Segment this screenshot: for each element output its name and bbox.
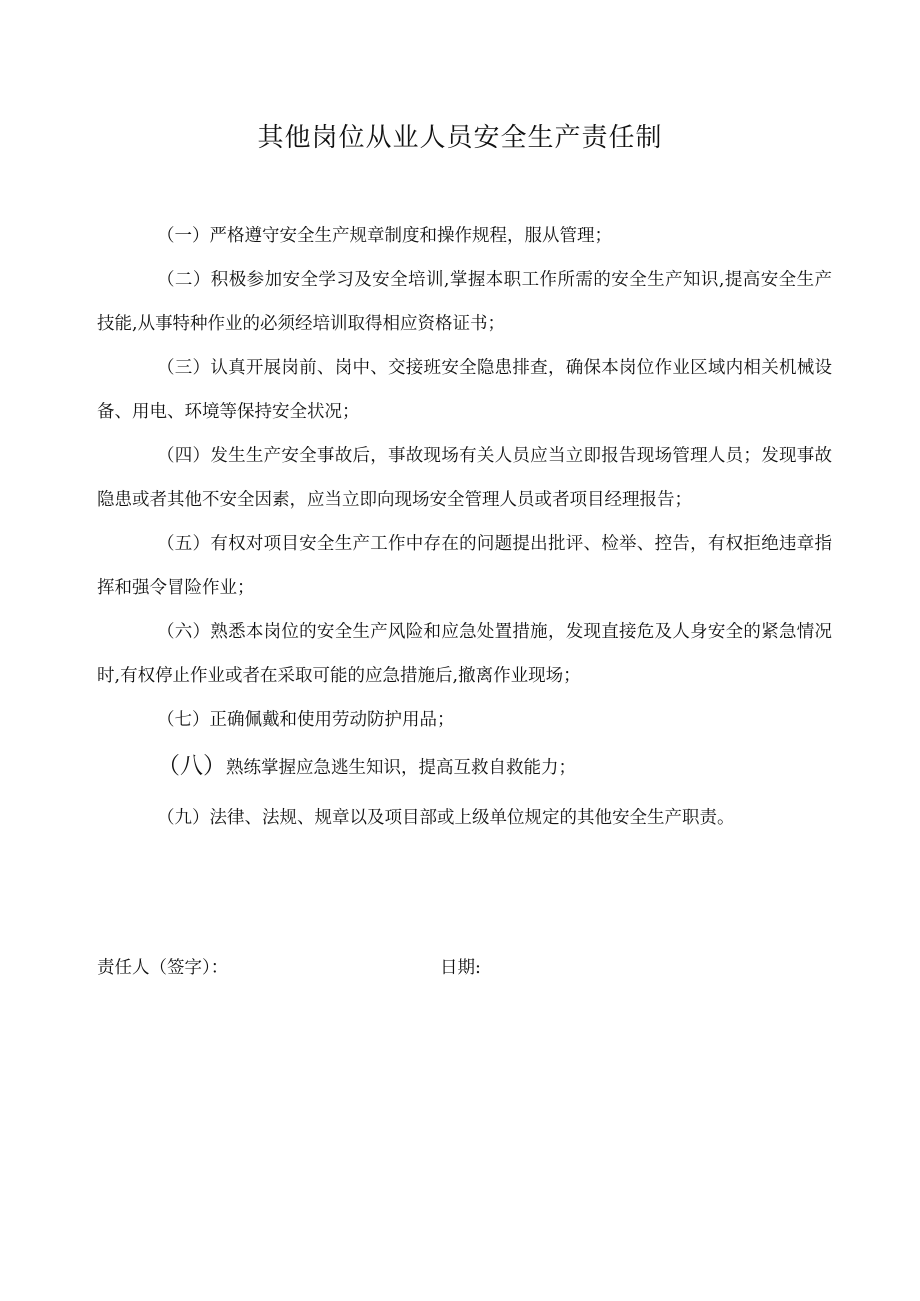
responsible-signature-label: 责任人（签字）：	[97, 958, 229, 978]
list-item	[97, 522, 832, 610]
item-text: 正确佩戴和使用劳动防护用品；	[209, 710, 455, 730]
item-text: 积极参加安全学习及安全培训,掌握本职工作所需的安全生产知识,提高安全生产技能,从事特种作业的必须经培训取得相应资格证书；	[97, 270, 833, 334]
item-text: 认真开展岗前、岗中、交接班安全隐患排查，确保本岗位作业区域内相关机械设备、用电、环境等保持安全状况；	[97, 358, 832, 422]
list-item	[97, 434, 832, 522]
item-number: （五）	[157, 534, 211, 554]
item-number: （七）	[157, 710, 210, 730]
item-number: （四）	[157, 446, 211, 466]
item-number: （二）	[157, 270, 211, 290]
item-text: 法律、法规、规章以及项目部或上级单位规定的其他安全生产职责。	[209, 808, 735, 828]
list-item	[97, 796, 832, 840]
list-item	[97, 698, 832, 742]
item-text: 严格遵守安全生产规章制度和操作规程，服从管理；	[209, 226, 612, 246]
document-body	[97, 214, 832, 840]
date-label: 日期:	[440, 958, 481, 978]
list-item	[97, 214, 832, 258]
item-number: （八）	[157, 753, 226, 779]
item-text: 有权对项目安全生产工作中存在的问题提出批评、检举、控告，有权拒绝违章指挥和强令冒险作业；	[97, 534, 832, 598]
document-title: 其他岗位从业人员安全生产责任制	[257, 123, 663, 153]
item-number: （九）	[157, 808, 210, 828]
list-item	[97, 744, 832, 790]
item-number: （六）	[157, 622, 211, 642]
item-text: 发生生产安全事故后，事故现场有关人员应当立即报告现场管理人员；发现事故隐患或者其他不安全因素，应当立即向现场安全管理人员或者项目经理报告；	[97, 446, 832, 510]
list-item	[97, 346, 832, 434]
list-item	[97, 610, 832, 698]
item-number: （三）	[157, 358, 211, 378]
list-item	[97, 258, 832, 346]
item-text: 熟悉本岗位的安全生产风险和应急处置措施，发现直接危及人身安全的紧急情况时,有权停止作业或者在采取可能的应急措施后,撤离作业现场；	[97, 622, 832, 686]
item-text: 熟练掌握应急逃生知识，提高互救自救能力；	[226, 758, 576, 778]
item-number: （一）	[157, 226, 210, 246]
